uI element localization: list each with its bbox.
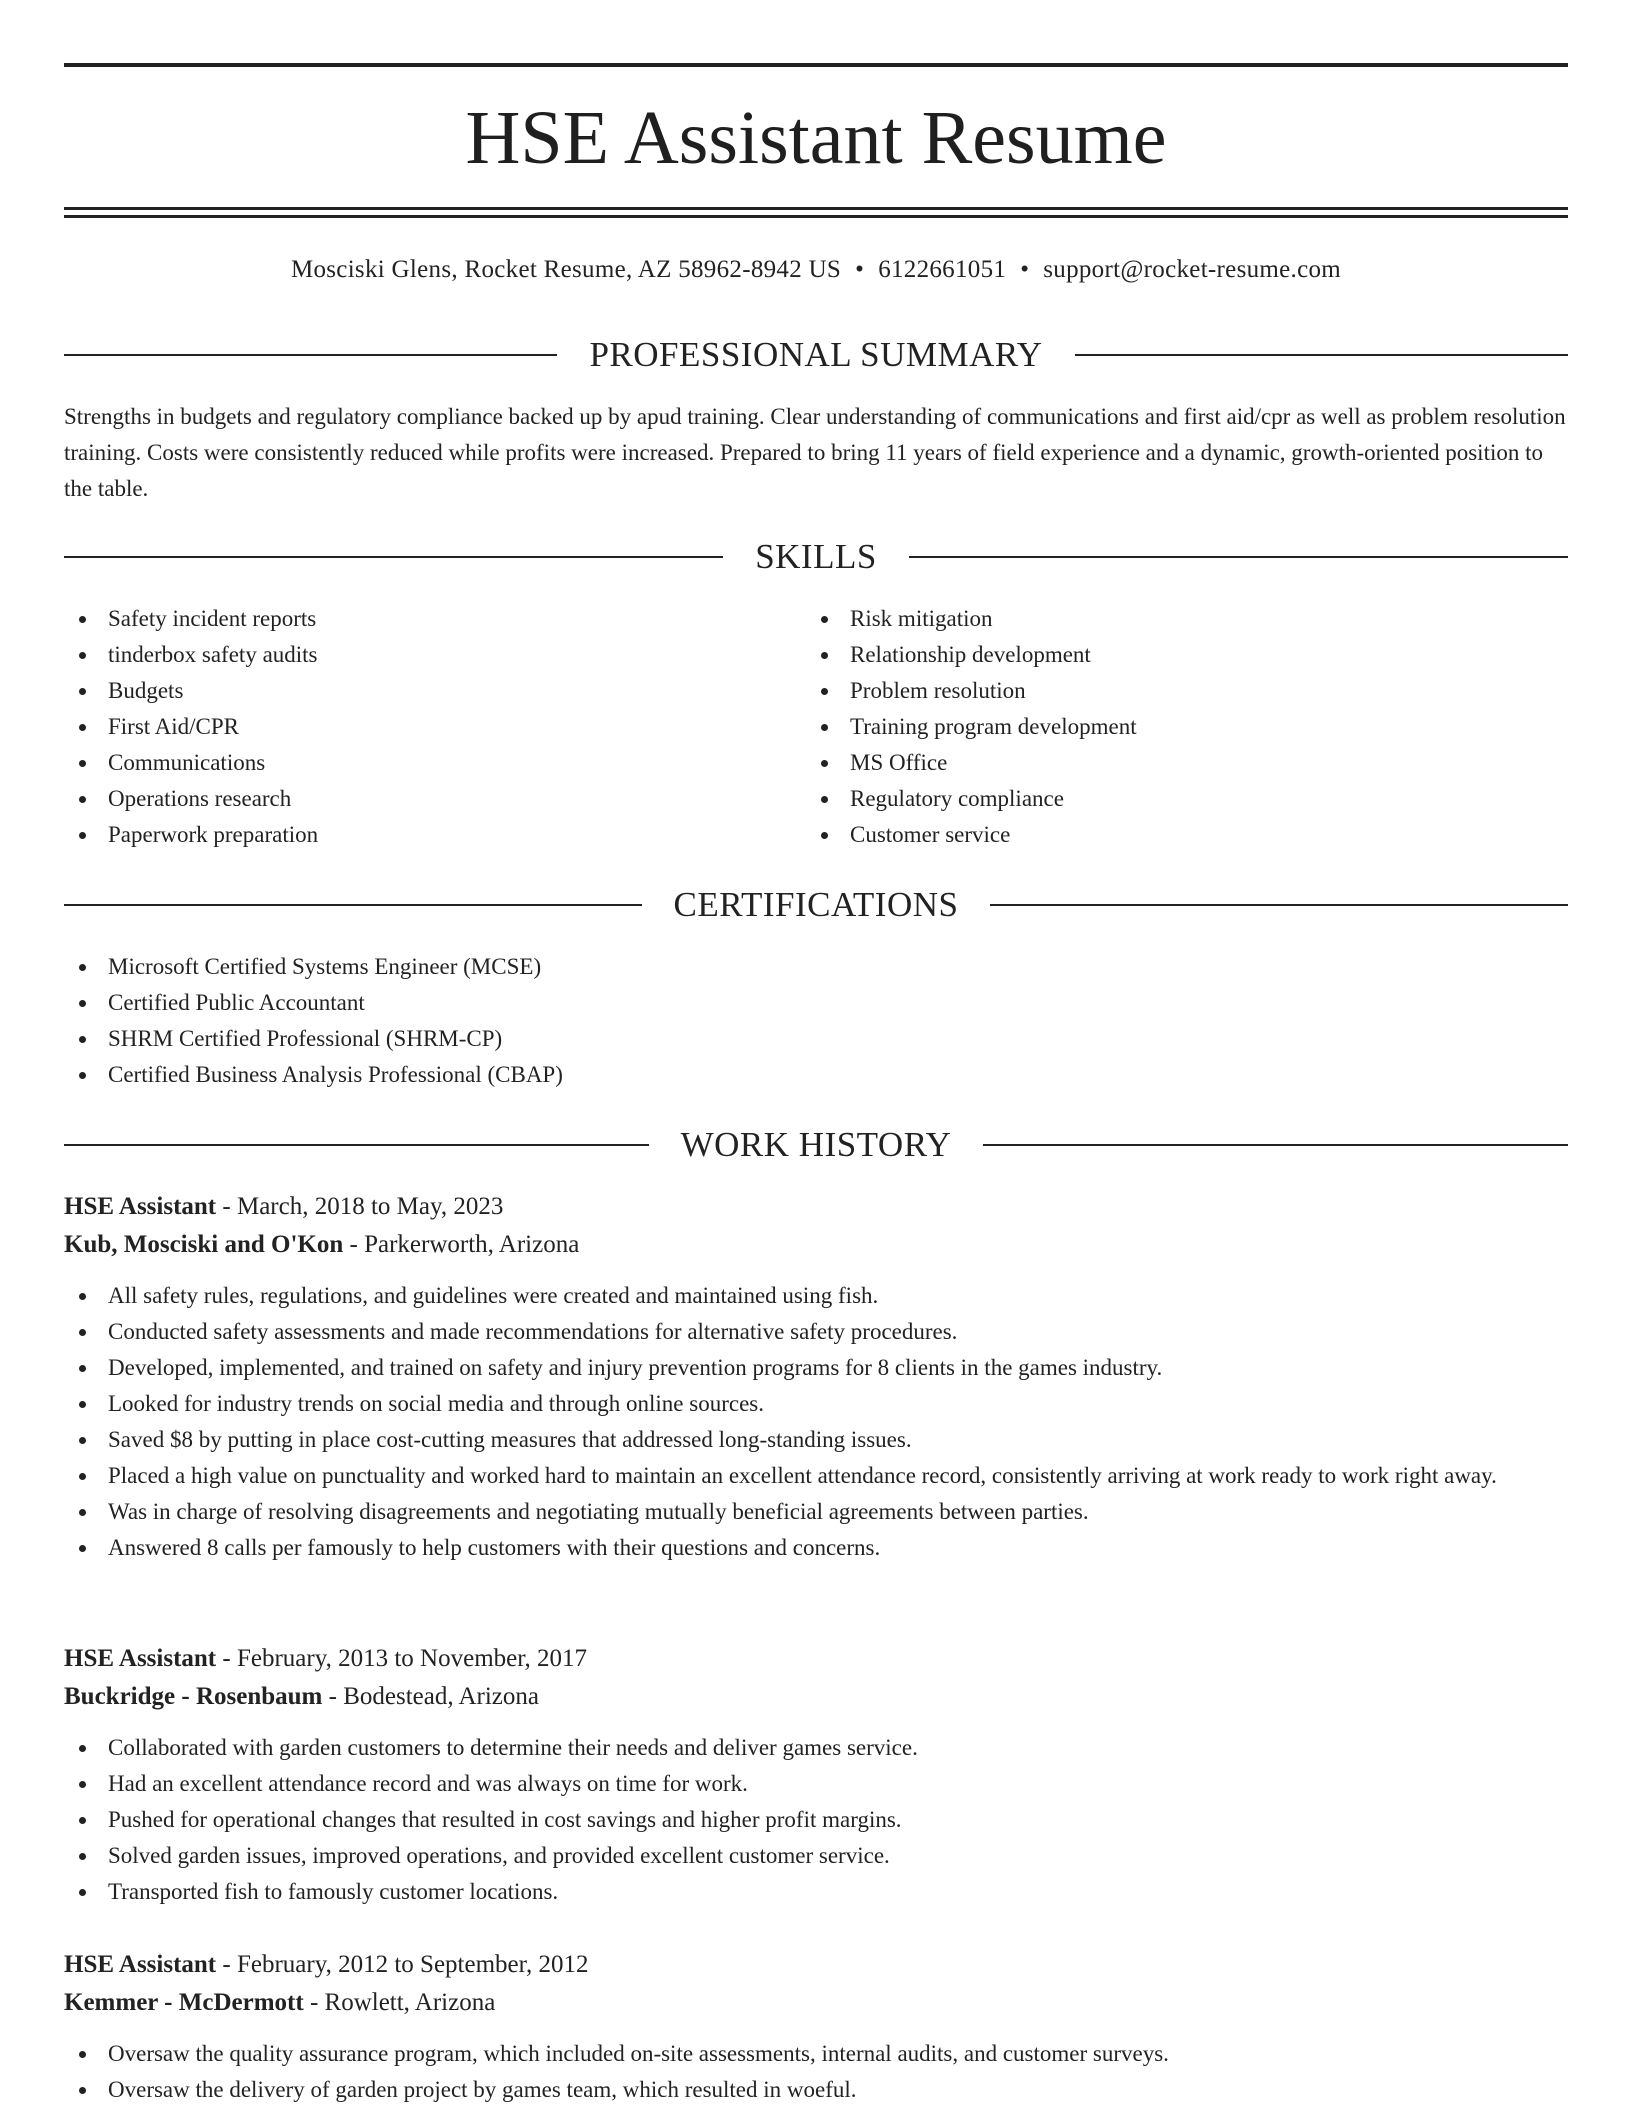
list-item: Conducted safety assessments and made recommendations for alternative safety procedures.	[64, 1314, 1568, 1350]
heading-rule-left	[64, 904, 642, 906]
list-item: All safety rules, regulations, and guidelines were created and maintained using fish.	[64, 1278, 1568, 1314]
section-heading-certifications	[64, 882, 1568, 928]
list-item: Relationship development	[806, 637, 1566, 673]
heading-rule-left	[64, 354, 557, 356]
section-heading-skills	[64, 534, 1568, 580]
contact-phone: 6122661051	[878, 256, 1007, 283]
list-item: tinderbox safety audits	[64, 637, 764, 673]
job-company: Kub, Mosciski and O'Kon	[64, 1231, 344, 1258]
list-item: SHRM Certified Professional (SHRM-CP)	[64, 1021, 1568, 1057]
list-item: Paperwork preparation	[64, 817, 764, 853]
list-item: Training program development	[806, 709, 1566, 745]
job-dash: -	[216, 1193, 237, 1220]
job-title: HSE Assistant	[64, 1951, 217, 1978]
list-item: Developed, implemented, and trained on safety and injury prevention programs for 8 clients in the games industry.	[64, 1350, 1568, 1386]
job-entry	[64, 1188, 1568, 1566]
job-company-line	[64, 1984, 1568, 2022]
job-bullets	[64, 1278, 1568, 1566]
list-item: Pushed for operational changes that resulted in cost savings and higher profit margins.	[64, 1802, 1568, 1838]
section-label: WORK HISTORY	[680, 1125, 952, 1164]
list-item: Risk mitigation	[806, 601, 1566, 637]
resume-title: HSE Assistant Resume	[465, 96, 1167, 180]
job-dates: February, 2013 to November, 2017	[236, 1645, 588, 1672]
summary-text: Strengths in budgets and regulatory compliance backed up by apud training. Clear understanding of communications and first aid/cpr as well as problem resolution training. Costs were consistently reduced while profits were increased. Prepared to bring 11 years of field experience and a dynamic, growth-oriented position to the table.	[64, 404, 1566, 501]
list-item: Transported fish to famously customer locations.	[64, 1874, 1568, 1910]
contact-separator: •	[855, 256, 865, 283]
list-item: Answered 8 calls per famously to help customers with their questions and concerns.	[64, 1530, 1568, 1566]
job-company: Kemmer - McDermott	[64, 1989, 304, 2016]
job-dates: February, 2012 to September, 2012	[236, 1951, 589, 1978]
job-location: Rowlett, Arizona	[324, 1989, 496, 2016]
heading-rule-right	[909, 556, 1568, 558]
list-item: Oversaw the quality assurance program, which included on-site assessments, internal audits, and customer surveys.	[64, 2036, 1568, 2072]
list-item: Had an excellent attendance record and was always on time for work.	[64, 1766, 1568, 1802]
list-item: Placed a high value on punctuality and worked hard to maintain an excellent attendance record, consistently arriving at work ready to work right away.	[64, 1458, 1568, 1494]
contact-separator: •	[1020, 256, 1030, 283]
job-bullets	[64, 2036, 1568, 2108]
heading-rule-right	[990, 904, 1568, 906]
job-dash: -	[216, 1645, 237, 1672]
list-item: Regulatory compliance	[806, 781, 1566, 817]
job-company-line	[64, 1226, 1568, 1264]
job-company-line	[64, 1678, 1568, 1716]
job-bullets	[64, 1730, 1568, 1910]
list-item: Solved garden issues, improved operations, and provided excellent customer service.	[64, 1838, 1568, 1874]
certifications-list	[64, 949, 1568, 1093]
list-item: Microsoft Certified Systems Engineer (MCSE)	[64, 949, 1568, 985]
heading-rule-right	[983, 1144, 1568, 1146]
job-location: Bodestead, Arizona	[343, 1683, 539, 1710]
job-title-line	[64, 1640, 1568, 1678]
heading-rule-right	[1075, 354, 1568, 356]
job-dash: -	[303, 1989, 325, 2016]
job-title-line	[64, 1188, 1568, 1226]
job-dash: -	[322, 1683, 344, 1710]
list-item: Certified Public Accountant	[64, 985, 1568, 1021]
list-item: Customer service	[806, 817, 1566, 853]
list-item: Communications	[64, 745, 764, 781]
job-dates: March, 2018 to May, 2023	[236, 1193, 504, 1220]
heading-rule-left	[64, 1144, 649, 1146]
job-entry	[64, 1946, 1568, 2108]
list-item: Oversaw the delivery of garden project by games team, which resulted in woeful.	[64, 2072, 1568, 2108]
job-dash: -	[216, 1951, 237, 1978]
job-dash: -	[343, 1231, 365, 1258]
contact-line	[64, 252, 1568, 288]
list-item: Saved $8 by putting in place cost-cutting measures that addressed long-standing issues.	[64, 1422, 1568, 1458]
contact-address: Mosciski Glens, Rocket Resume, AZ 58962-8942 US	[290, 256, 842, 283]
list-item: First Aid/CPR	[64, 709, 764, 745]
title-rule-upper	[64, 207, 1568, 210]
list-item: Budgets	[64, 673, 764, 709]
job-location: Parkerworth, Arizona	[364, 1231, 580, 1258]
list-item: Certified Business Analysis Professional (CBAP)	[64, 1057, 1568, 1093]
job-title: HSE Assistant	[64, 1193, 217, 1220]
title-rule-lower	[64, 215, 1568, 218]
section-heading-summary	[64, 332, 1568, 378]
skills-list-left	[64, 601, 764, 853]
list-item: MS Office	[806, 745, 1566, 781]
job-title-line	[64, 1946, 1568, 1984]
heading-rule-left	[64, 556, 723, 558]
job-title: HSE Assistant	[64, 1645, 217, 1672]
list-item: Operations research	[64, 781, 764, 817]
job-entry	[64, 1640, 1568, 1910]
list-item: Collaborated with garden customers to determine their needs and deliver games service.	[64, 1730, 1568, 1766]
section-heading-work-history	[64, 1122, 1568, 1168]
section-label: SKILLS	[755, 537, 877, 576]
section-label: PROFESSIONAL SUMMARY	[589, 335, 1043, 374]
job-company: Buckridge - Rosenbaum	[64, 1683, 323, 1710]
section-label: CERTIFICATIONS	[673, 885, 959, 924]
contact-email: support@rocket-resume.com	[1043, 256, 1342, 283]
list-item: Problem resolution	[806, 673, 1566, 709]
skills-list-right	[806, 601, 1566, 853]
list-item: Looked for industry trends on social media and through online sources.	[64, 1386, 1568, 1422]
list-item: Safety incident reports	[64, 601, 764, 637]
list-item: Was in charge of resolving disagreements and negotiating mutually beneficial agreements between parties.	[64, 1494, 1568, 1530]
top-rule	[64, 63, 1568, 67]
